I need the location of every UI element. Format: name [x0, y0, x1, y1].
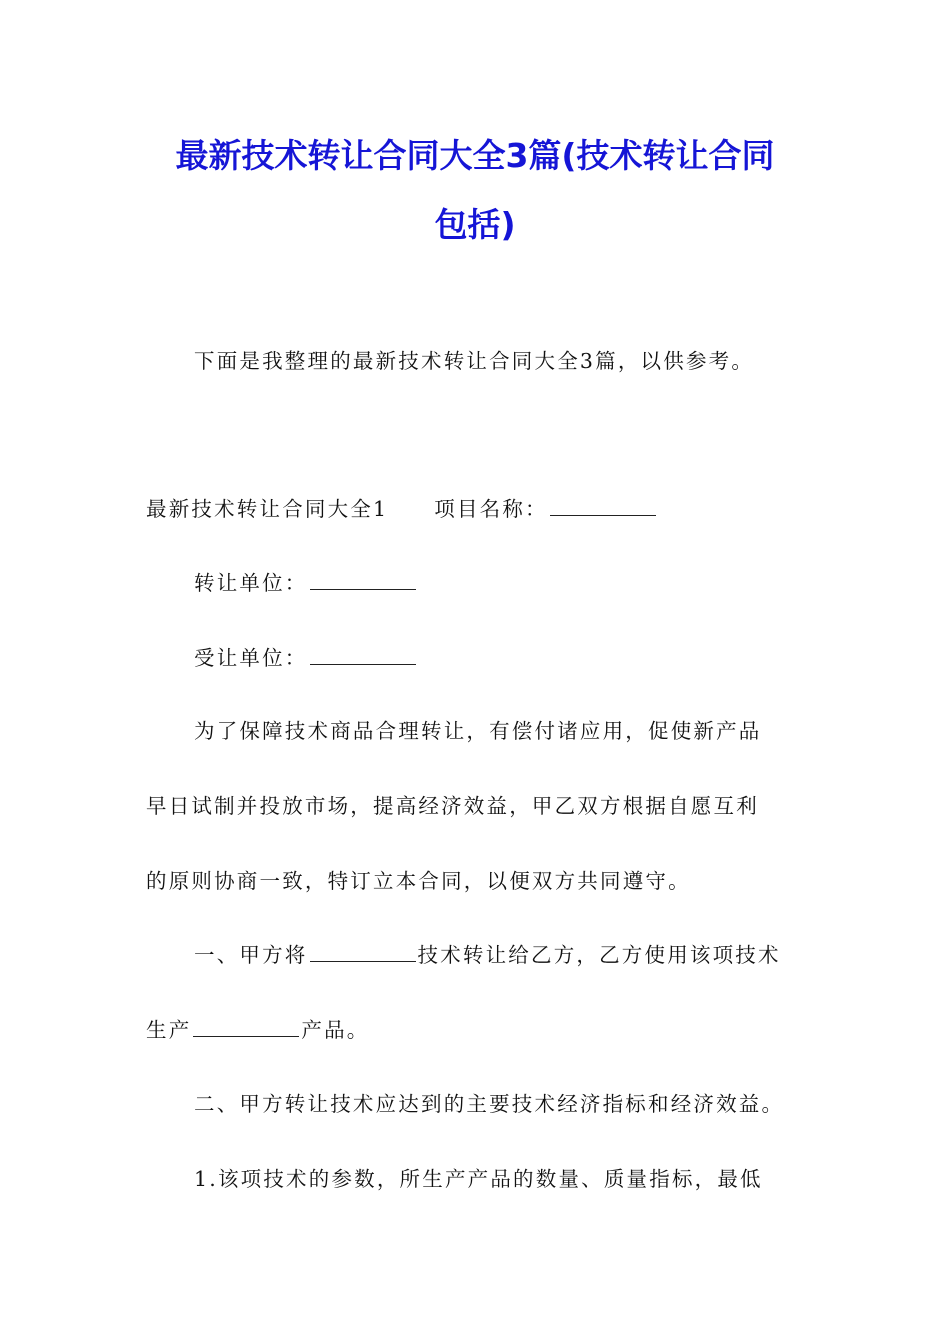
- transferor-label: 转让单位：: [194, 571, 308, 595]
- transferee-label: 受让单位：: [194, 646, 308, 670]
- intro-text: 下面是我整理的最新技术转让合同大全3篇，以供参考。: [194, 349, 755, 373]
- transferor-blank: [310, 571, 416, 590]
- transferee-blank: [310, 646, 416, 665]
- product-blank: [193, 1018, 299, 1037]
- clause-1-part-1: 一、甲方将: [194, 943, 308, 967]
- project-name-label: 项目名称：: [434, 497, 548, 521]
- paragraph-1-line-2: 早日试制并投放市场，提高经济效益，甲乙双方根据自愿互利: [146, 794, 759, 818]
- section-1-heading: 最新技术转让合同大全1: [146, 497, 389, 521]
- paragraph-1-line-1: 为了保障技术商品合理转让，有偿付诸应用，促使新产品: [194, 719, 762, 743]
- paragraph-2-line-1: [194, 940, 781, 970]
- project-name-blank: [550, 497, 656, 516]
- technology-blank: [310, 943, 416, 962]
- section-1-row: [146, 494, 658, 524]
- transferee-row: [194, 643, 418, 673]
- paragraph-4: 1.该项技术的参数，所生产产品的数量、质量指标，最低: [194, 1167, 763, 1191]
- transferor-row: [194, 568, 418, 598]
- paragraph-2-line-2: [146, 1015, 370, 1045]
- paragraph-1-line-3: 的原则协商一致，特订立本合同，以便双方共同遵守。: [146, 869, 691, 893]
- document-title-line-1: 最新技术转让合同大全3篇(技术转让合同: [175, 136, 775, 175]
- paragraph-3: 二、甲方转让技术应达到的主要技术经济指标和经济效益。: [194, 1092, 785, 1116]
- document-title-line-2: 包括): [434, 205, 516, 244]
- clause-1-part-2: 技术转让给乙方，乙方使用该项技术: [417, 943, 781, 967]
- clause-1-line-2-part-2: 产品。: [301, 1018, 370, 1042]
- clause-1-line-2-part-1: 生产: [146, 1018, 192, 1042]
